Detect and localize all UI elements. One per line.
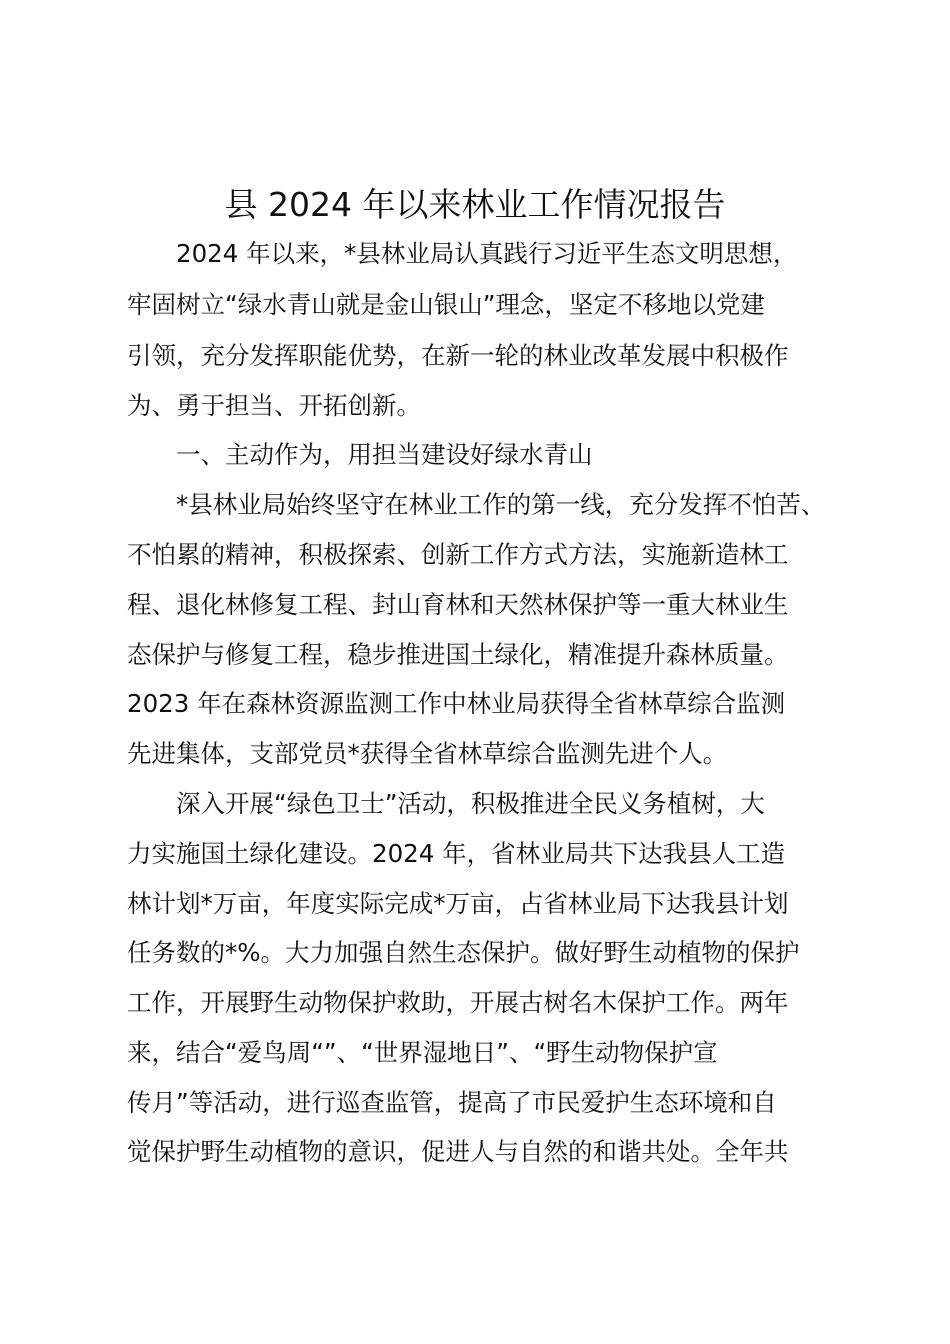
paragraph-3-line-4: 任务数的*%。大力加强自然生态保护。做好野生动植物的保护 bbox=[127, 938, 800, 967]
paragraph-3-line-6: 来，结合“爱鸟周“”、“世界湿地日”、“野生动物保护宣 bbox=[127, 1038, 718, 1067]
paragraph-3-line-5: 工作，开展野生动物保护救助，开展古树名木保护工作。两年 bbox=[127, 988, 789, 1017]
paragraph-2-line-2: 不怕累的精神，积极探索、创新工作方式方法，实施新造林工 bbox=[127, 540, 789, 569]
paragraph-2-line-3: 程、退化林修复工程、封山育林和天然林保护等一重大林业生 bbox=[127, 590, 789, 619]
paragraph-3-line-2: 力实施国土绿化建设。2024 年，省林业局共下达我县人工造 bbox=[127, 839, 786, 868]
section-heading-1: 一、主动作为，用担当建设好绿水青山 bbox=[176, 440, 593, 469]
paragraph-2-line-6: 先进集体，支部党员*获得全省林草综合监测先进个人。 bbox=[127, 739, 728, 768]
paragraph-3-line-8: 觉保护野生动植物的意识，促进人与自然的和谐共处。全年共 bbox=[127, 1137, 789, 1166]
paragraph-1-line-2: 牢固树立“绿水青山就是金山银山”理念，坚定不移地以党建 bbox=[127, 290, 765, 319]
paragraph-1-line-3: 引领，充分发挥职能优势，在新一轮的林业改革发展中积极作 bbox=[127, 341, 789, 370]
document-title: 县 2024 年以来林业工作情况报告 bbox=[224, 185, 726, 224]
paragraph-2-line-5: 2023 年在森林资源监测工作中林业局获得全省林草综合监测 bbox=[127, 689, 786, 718]
paragraph-2-line-4: 态保护与修复工程，稳步推进国土绿化，精准提升森林质量。 bbox=[127, 640, 789, 669]
paragraph-1-line-4: 为、勇于担当、开拓创新。 bbox=[127, 391, 421, 420]
paragraph-1-line-1: 2024 年以来，*县林业局认真践行习近平生态文明思想， bbox=[176, 239, 798, 268]
paragraph-2-line-1: *县林业局始终坚守在林业工作的第一线，充分发挥不怕苦、 bbox=[176, 490, 826, 519]
paragraph-3-line-7: 传月”等活动，进行巡查监管，提高了市民爱护生态环境和自 bbox=[127, 1088, 777, 1117]
paragraph-3-line-3: 林计划*万亩，年度实际完成*万亩，占省林业局下达我县计划 bbox=[127, 889, 789, 918]
paragraph-3-line-1: 深入开展“绿色卫士”活动，积极推进全民义务植树，大 bbox=[176, 789, 765, 818]
